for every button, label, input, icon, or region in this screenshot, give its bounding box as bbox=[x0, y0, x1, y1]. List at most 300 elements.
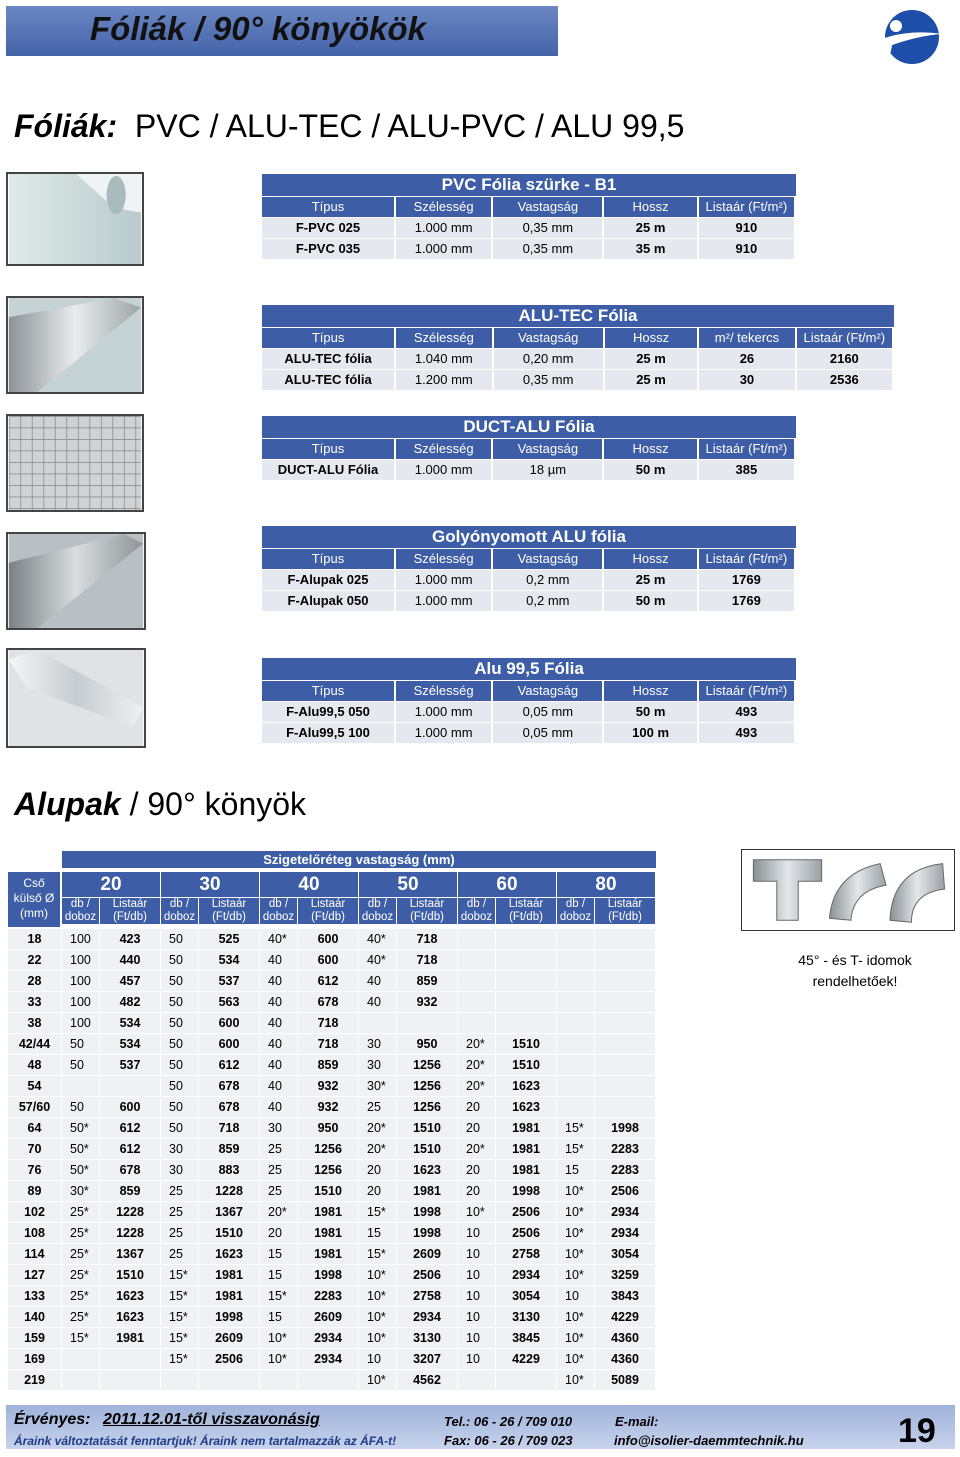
box-qty-cell: 25 bbox=[161, 1202, 198, 1222]
list-price-cell: 612 bbox=[298, 971, 358, 991]
box-qty-cell: 15* bbox=[359, 1202, 396, 1222]
col-width: Szélesség bbox=[396, 549, 491, 569]
list-price-cell bbox=[100, 1076, 160, 1096]
box-qty-cell: 25* bbox=[62, 1307, 99, 1327]
box-qty-cell: 15* bbox=[557, 1139, 594, 1159]
col-box: db / doboz bbox=[62, 898, 99, 924]
box-qty-cell: 25* bbox=[62, 1244, 99, 1264]
pipe-diameter-cell: 114 bbox=[8, 1244, 61, 1264]
alutec-table-title: ALU-TEC Fólia bbox=[262, 305, 894, 327]
list-price-cell: 2934 bbox=[595, 1223, 655, 1243]
col-list-price: Listaár (Ft/db) bbox=[298, 898, 358, 924]
table-row: F-Alu99,5 100 1.000 mm 0,05 mm 100 m 493 bbox=[262, 723, 796, 743]
box-qty-cell: 15* bbox=[260, 1286, 297, 1306]
list-price-cell: 612 bbox=[199, 1055, 259, 1075]
box-qty-cell: 15* bbox=[161, 1328, 198, 1348]
list-price-cell: 534 bbox=[100, 1034, 160, 1054]
col-thickness: Vastagság bbox=[493, 681, 602, 701]
box-qty-cell bbox=[458, 929, 495, 949]
col-list-price: Listaár (Ft/db) bbox=[199, 898, 259, 924]
list-price-cell: 2934 bbox=[298, 1328, 358, 1348]
box-qty-cell: 10* bbox=[557, 1223, 594, 1243]
list-price-cell: 2609 bbox=[298, 1307, 358, 1327]
col-width: Szélesség bbox=[396, 328, 491, 348]
table-row bbox=[8, 1286, 668, 1306]
box-qty-cell: 10 bbox=[458, 1265, 495, 1285]
thickness-30: 30 bbox=[161, 872, 259, 897]
pipe-diameter-cell: 48 bbox=[8, 1055, 61, 1075]
list-price-cell: 1228 bbox=[100, 1202, 160, 1222]
col-length: Hossz bbox=[605, 328, 697, 348]
pipe-diameter-cell: 102 bbox=[8, 1202, 61, 1222]
box-qty-cell: 50 bbox=[161, 929, 198, 949]
col-type: Típus bbox=[262, 549, 394, 569]
list-price-cell bbox=[496, 1013, 556, 1033]
alutec-table bbox=[262, 305, 894, 390]
valid-value: 2011.12.01-től visszavonásig bbox=[103, 1411, 320, 1428]
box-qty-cell: 10 bbox=[458, 1349, 495, 1369]
alu995-header-row bbox=[262, 681, 796, 701]
col-type: Típus bbox=[262, 439, 394, 459]
box-qty-cell: 20 bbox=[458, 1160, 495, 1180]
embossed-header-row bbox=[262, 549, 796, 569]
box-qty-cell: 15* bbox=[161, 1286, 198, 1306]
table-row: F-Alupak 025 1.000 mm 0,2 mm 25 m 1769 bbox=[262, 570, 796, 590]
email-label: E-mail: bbox=[615, 1414, 659, 1429]
list-price-cell bbox=[496, 992, 556, 1012]
list-price-cell: 1998 bbox=[199, 1307, 259, 1327]
thickness-40: 40 bbox=[260, 872, 358, 897]
box-qty-cell: 20* bbox=[458, 1034, 495, 1054]
box-qty-cell: 50 bbox=[161, 1097, 198, 1117]
box-qty-cell: 30* bbox=[62, 1181, 99, 1201]
box-qty-cell bbox=[557, 971, 594, 991]
subheader-row bbox=[62, 898, 662, 924]
pipe-diameter-cell: 64 bbox=[8, 1118, 61, 1138]
box-qty-cell: 20* bbox=[458, 1076, 495, 1096]
list-price-cell: 1981 bbox=[100, 1328, 160, 1348]
box-qty-cell: 20* bbox=[260, 1202, 297, 1222]
list-price-cell: 1981 bbox=[298, 1223, 358, 1243]
box-qty-cell: 10 bbox=[557, 1286, 594, 1306]
box-qty-cell: 20 bbox=[458, 1181, 495, 1201]
box-qty-cell: 20 bbox=[359, 1160, 396, 1180]
list-price-cell bbox=[595, 1034, 655, 1054]
list-price-cell: 3054 bbox=[595, 1244, 655, 1264]
list-price-cell: 1623 bbox=[100, 1307, 160, 1327]
col-price: Listaár (Ft/m²) bbox=[797, 328, 892, 348]
box-qty-cell bbox=[161, 1370, 198, 1390]
list-price-cell: 600 bbox=[100, 1097, 160, 1117]
table-row bbox=[8, 1160, 668, 1180]
thickness-20: 20 bbox=[62, 872, 160, 897]
list-price-cell: 859 bbox=[100, 1181, 160, 1201]
box-qty-cell: 10* bbox=[557, 1202, 594, 1222]
col-width: Szélesség bbox=[396, 439, 491, 459]
col-type: Típus bbox=[262, 197, 394, 217]
list-price-cell: 1510 bbox=[397, 1139, 457, 1159]
table-row bbox=[8, 1118, 668, 1138]
box-qty-cell: 10 bbox=[458, 1244, 495, 1264]
list-price-cell: 1510 bbox=[100, 1265, 160, 1285]
page-number: 19 bbox=[898, 1412, 936, 1450]
list-price-cell: 2283 bbox=[595, 1160, 655, 1180]
list-price-cell: 600 bbox=[298, 950, 358, 970]
foils-heading: Fóliák: PVC / ALU-TEC / ALU-PVC / ALU 99,5 bbox=[14, 108, 685, 144]
table-row bbox=[8, 1370, 668, 1390]
box-qty-cell: 30 bbox=[260, 1118, 297, 1138]
table-row bbox=[8, 1244, 668, 1264]
box-qty-cell: 40* bbox=[359, 929, 396, 949]
box-qty-cell: 10 bbox=[458, 1223, 495, 1243]
box-qty-cell: 40 bbox=[359, 992, 396, 1012]
table-row: F-PVC 025 1.000 mm 0,35 mm 25 m 910 bbox=[262, 218, 796, 238]
box-qty-cell: 10* bbox=[359, 1286, 396, 1306]
table-row bbox=[8, 1223, 668, 1243]
box-qty-cell: 10* bbox=[359, 1307, 396, 1327]
box-qty-cell bbox=[62, 1076, 99, 1096]
list-price-cell: 932 bbox=[298, 1076, 358, 1096]
list-price-cell: 718 bbox=[298, 1013, 358, 1033]
list-price-cell: 2934 bbox=[496, 1265, 556, 1285]
list-price-cell bbox=[595, 950, 655, 970]
list-price-cell bbox=[595, 1055, 655, 1075]
box-qty-cell: 50 bbox=[161, 992, 198, 1012]
list-price-cell: 678 bbox=[298, 992, 358, 1012]
table-row bbox=[8, 1307, 668, 1327]
box-qty-cell bbox=[557, 1055, 594, 1075]
box-qty-cell: 10* bbox=[557, 1370, 594, 1390]
pipe-diameter-cell: 140 bbox=[8, 1307, 61, 1327]
box-qty-cell: 25* bbox=[62, 1286, 99, 1306]
list-price-cell: 2283 bbox=[595, 1139, 655, 1159]
duct-table bbox=[262, 416, 796, 480]
alu995-table-title: Alu 99,5 Fólia bbox=[262, 658, 796, 680]
box-qty-cell: 15* bbox=[161, 1307, 198, 1327]
table-row bbox=[8, 950, 668, 970]
pipe-diameter-cell: 169 bbox=[8, 1349, 61, 1369]
box-qty-cell: 100 bbox=[62, 992, 99, 1012]
col-box: db / doboz bbox=[458, 898, 495, 924]
thickness-row bbox=[62, 872, 662, 897]
box-qty-cell: 15 bbox=[557, 1160, 594, 1180]
list-price-cell: 1981 bbox=[199, 1265, 259, 1285]
box-qty-cell: 50 bbox=[161, 1055, 198, 1075]
col-type: Típus bbox=[262, 328, 394, 348]
box-qty-cell: 20* bbox=[458, 1055, 495, 1075]
list-price-cell: 1998 bbox=[595, 1118, 655, 1138]
box-qty-cell: 10* bbox=[260, 1349, 297, 1369]
list-price-cell: 1623 bbox=[496, 1097, 556, 1117]
box-qty-cell: 10 bbox=[458, 1286, 495, 1306]
alu995-table bbox=[262, 658, 796, 743]
table-row bbox=[8, 1076, 668, 1096]
table-row bbox=[8, 1202, 668, 1222]
box-qty-cell: 100 bbox=[62, 971, 99, 991]
list-price-cell: 1228 bbox=[100, 1223, 160, 1243]
list-price-cell: 1998 bbox=[397, 1223, 457, 1243]
list-price-cell: 2283 bbox=[298, 1286, 358, 1306]
col-thickness: Vastagság bbox=[493, 549, 602, 569]
list-price-cell: 1981 bbox=[397, 1181, 457, 1201]
list-price-cell: 1981 bbox=[496, 1160, 556, 1180]
col-length: Hossz bbox=[604, 681, 696, 701]
list-price-cell: 1367 bbox=[100, 1244, 160, 1264]
list-price-cell: 1256 bbox=[298, 1160, 358, 1180]
alutec-header-row bbox=[262, 328, 894, 348]
list-price-cell: 1256 bbox=[397, 1097, 457, 1117]
list-price-cell: 678 bbox=[100, 1160, 160, 1180]
email-link[interactable]: info@isolier-daemmtechnik.hu bbox=[614, 1433, 804, 1448]
list-price-cell bbox=[397, 1013, 457, 1033]
list-price-cell: 2934 bbox=[298, 1349, 358, 1369]
box-qty-cell: 10* bbox=[557, 1349, 594, 1369]
list-price-cell: 1510 bbox=[397, 1118, 457, 1138]
col-box: db / doboz bbox=[260, 898, 297, 924]
list-price-cell: 457 bbox=[100, 971, 160, 991]
list-price-cell: 2506 bbox=[595, 1181, 655, 1201]
box-qty-cell: 50 bbox=[161, 1034, 198, 1054]
box-qty-cell: 10 bbox=[458, 1307, 495, 1327]
col-box: db / doboz bbox=[557, 898, 594, 924]
thickness-60: 60 bbox=[458, 872, 556, 897]
list-price-cell: 612 bbox=[100, 1118, 160, 1138]
box-qty-cell bbox=[458, 1370, 495, 1390]
list-price-cell: 2758 bbox=[496, 1244, 556, 1264]
box-qty-cell: 40 bbox=[359, 971, 396, 991]
box-qty-cell: 50 bbox=[161, 1013, 198, 1033]
col-thickness: Vastagság bbox=[494, 328, 603, 348]
elbow-fittings-photo bbox=[741, 849, 955, 931]
box-qty-cell bbox=[557, 1097, 594, 1117]
list-price-cell: 2609 bbox=[199, 1328, 259, 1348]
box-qty-cell bbox=[458, 992, 495, 1012]
col-length: Hossz bbox=[604, 439, 696, 459]
pipe-diameter-cell: 76 bbox=[8, 1160, 61, 1180]
pipe-diameter-header: Cső külső Ø (mm) bbox=[8, 872, 60, 927]
pipe-diameter-cell: 42/44 bbox=[8, 1034, 61, 1054]
col-list-price: Listaár (Ft/db) bbox=[496, 898, 556, 924]
col-thickness: Vastagság bbox=[493, 197, 602, 217]
list-price-cell: 1623 bbox=[100, 1286, 160, 1306]
col-price: Listaár (Ft/m²) bbox=[699, 439, 794, 459]
list-price-cell: 1510 bbox=[496, 1034, 556, 1054]
box-qty-cell: 50* bbox=[62, 1139, 99, 1159]
list-price-cell: 2506 bbox=[199, 1349, 259, 1369]
duct-table-title: DUCT-ALU Fólia bbox=[262, 416, 796, 438]
list-price-cell: 5089 bbox=[595, 1370, 655, 1390]
list-price-cell: 859 bbox=[298, 1055, 358, 1075]
table-row bbox=[8, 1055, 668, 1075]
list-price-cell bbox=[496, 950, 556, 970]
company-logo bbox=[862, 8, 946, 66]
box-qty-cell: 15* bbox=[359, 1244, 396, 1264]
box-qty-cell: 20* bbox=[458, 1139, 495, 1159]
list-price-cell: 1510 bbox=[298, 1181, 358, 1201]
list-price-cell: 612 bbox=[100, 1139, 160, 1159]
box-qty-cell: 10* bbox=[359, 1265, 396, 1285]
box-qty-cell: 20 bbox=[359, 1181, 396, 1201]
box-qty-cell: 25* bbox=[62, 1223, 99, 1243]
list-price-cell: 883 bbox=[199, 1160, 259, 1180]
box-qty-cell: 50* bbox=[62, 1118, 99, 1138]
box-qty-cell bbox=[557, 1034, 594, 1054]
pipe-diameter-cell: 57/60 bbox=[8, 1097, 61, 1117]
box-qty-cell: 50 bbox=[62, 1034, 99, 1054]
col-box: db / doboz bbox=[161, 898, 198, 924]
box-qty-cell: 50 bbox=[161, 1076, 198, 1096]
box-qty-cell: 20 bbox=[458, 1097, 495, 1117]
fax: Fax: 06 - 26 / 709 023 bbox=[444, 1433, 573, 1448]
list-price-cell: 1367 bbox=[199, 1202, 259, 1222]
list-price-cell: 534 bbox=[199, 950, 259, 970]
box-qty-cell: 25 bbox=[260, 1181, 297, 1201]
list-price-cell bbox=[199, 1370, 259, 1390]
alupak-heading: Alupak / 90° könyök bbox=[14, 786, 307, 822]
box-qty-cell: 10* bbox=[557, 1265, 594, 1285]
box-qty-cell: 25 bbox=[260, 1139, 297, 1159]
fittings-note: 45° - és T- idomok rendelhetőek! bbox=[798, 952, 912, 989]
embossed-table bbox=[262, 526, 796, 611]
box-qty-cell: 20* bbox=[359, 1139, 396, 1159]
list-price-cell bbox=[496, 971, 556, 991]
table-row bbox=[8, 1265, 668, 1285]
pipe-diameter-cell: 22 bbox=[8, 950, 61, 970]
box-qty-cell bbox=[458, 971, 495, 991]
box-qty-cell: 100 bbox=[62, 950, 99, 970]
list-price-cell: 859 bbox=[397, 971, 457, 991]
list-price-cell: 537 bbox=[199, 971, 259, 991]
list-price-cell: 932 bbox=[298, 1097, 358, 1117]
table-row bbox=[8, 1349, 668, 1369]
box-qty-cell: 50 bbox=[62, 1055, 99, 1075]
box-qty-cell: 25* bbox=[62, 1265, 99, 1285]
box-qty-cell: 40 bbox=[260, 1097, 297, 1117]
table-row bbox=[8, 1139, 668, 1159]
list-price-cell: 2506 bbox=[496, 1223, 556, 1243]
list-price-cell bbox=[298, 1370, 358, 1390]
box-qty-cell bbox=[557, 1013, 594, 1033]
alu995-foil-photo bbox=[6, 648, 146, 748]
list-price-cell: 1981 bbox=[496, 1118, 556, 1138]
box-qty-cell: 20 bbox=[458, 1118, 495, 1138]
box-qty-cell: 30 bbox=[161, 1160, 198, 1180]
box-qty-cell bbox=[260, 1370, 297, 1390]
pipe-diameter-cell: 54 bbox=[8, 1076, 61, 1096]
box-qty-cell: 10 bbox=[359, 1349, 396, 1369]
box-qty-cell: 10* bbox=[557, 1307, 594, 1327]
box-qty-cell bbox=[458, 950, 495, 970]
list-price-cell bbox=[100, 1349, 160, 1369]
list-price-cell: 4229 bbox=[595, 1307, 655, 1327]
list-price-cell bbox=[496, 929, 556, 949]
box-qty-cell: 20 bbox=[260, 1223, 297, 1243]
box-qty-cell: 15 bbox=[260, 1244, 297, 1264]
list-price-cell: 1623 bbox=[496, 1076, 556, 1096]
pipe-diameter-cell: 18 bbox=[8, 929, 61, 949]
box-qty-cell: 40 bbox=[260, 1034, 297, 1054]
list-price-cell: 3845 bbox=[496, 1328, 556, 1348]
list-price-cell: 1981 bbox=[496, 1139, 556, 1159]
box-qty-cell: 10 bbox=[458, 1328, 495, 1348]
box-qty-cell bbox=[62, 1370, 99, 1390]
table-row bbox=[8, 1013, 668, 1033]
pvc-header-row bbox=[262, 197, 796, 217]
list-price-cell: 2609 bbox=[397, 1244, 457, 1264]
box-qty-cell: 40 bbox=[260, 971, 297, 991]
list-price-cell: 1510 bbox=[496, 1055, 556, 1075]
box-qty-cell: 40 bbox=[260, 1013, 297, 1033]
pipe-diameter-cell: 28 bbox=[8, 971, 61, 991]
list-price-cell: 950 bbox=[397, 1034, 457, 1054]
list-price-cell bbox=[595, 992, 655, 1012]
col-thickness: Vastagság bbox=[493, 439, 602, 459]
col-type: Típus bbox=[262, 681, 394, 701]
col-length: Hossz bbox=[604, 197, 696, 217]
list-price-cell: 718 bbox=[298, 1034, 358, 1054]
box-qty-cell: 50 bbox=[161, 1118, 198, 1138]
list-price-cell: 1228 bbox=[199, 1181, 259, 1201]
list-price-cell: 3259 bbox=[595, 1265, 655, 1285]
col-list-price: Listaár (Ft/db) bbox=[397, 898, 457, 924]
table-row bbox=[8, 1328, 668, 1348]
col-box: db / doboz bbox=[359, 898, 396, 924]
list-price-cell: 600 bbox=[298, 929, 358, 949]
box-qty-cell: 10* bbox=[557, 1328, 594, 1348]
box-qty-cell: 15 bbox=[359, 1223, 396, 1243]
box-qty-cell: 15* bbox=[161, 1349, 198, 1369]
duct-alu-foil-photo bbox=[6, 414, 144, 512]
box-qty-cell: 40 bbox=[260, 992, 297, 1012]
list-price-cell: 4562 bbox=[397, 1370, 457, 1390]
list-price-cell bbox=[100, 1370, 160, 1390]
list-price-cell: 563 bbox=[199, 992, 259, 1012]
list-price-cell: 1623 bbox=[397, 1160, 457, 1180]
list-price-cell: 4360 bbox=[595, 1349, 655, 1369]
col-length: Hossz bbox=[604, 549, 696, 569]
col-price: Listaár (Ft/m²) bbox=[699, 549, 794, 569]
table-row bbox=[8, 1097, 668, 1117]
box-qty-cell: 15 bbox=[260, 1265, 297, 1285]
box-qty-cell: 25 bbox=[161, 1181, 198, 1201]
list-price-cell: 1256 bbox=[397, 1076, 457, 1096]
list-price-cell: 3130 bbox=[496, 1307, 556, 1327]
list-price-cell: 3130 bbox=[397, 1328, 457, 1348]
list-price-cell bbox=[595, 929, 655, 949]
box-qty-cell: 10* bbox=[557, 1244, 594, 1264]
box-qty-cell bbox=[62, 1349, 99, 1369]
list-price-cell bbox=[595, 1013, 655, 1033]
list-price-cell: 423 bbox=[100, 929, 160, 949]
table-row: F-Alupak 050 1.000 mm 0,2 mm 50 m 1769 bbox=[262, 591, 796, 611]
box-qty-cell: 50 bbox=[62, 1097, 99, 1117]
insulation-thickness-title: Szigetelőréteg vastagság (mm) bbox=[62, 851, 656, 868]
pipe-diameter-cell: 70 bbox=[8, 1139, 61, 1159]
embossed-table-title: Golyónyomott ALU fólia bbox=[262, 526, 796, 548]
list-price-cell: 859 bbox=[199, 1139, 259, 1159]
table-row bbox=[8, 1034, 668, 1054]
box-qty-cell: 25 bbox=[359, 1097, 396, 1117]
box-qty-cell: 40 bbox=[260, 950, 297, 970]
box-qty-cell: 30 bbox=[161, 1139, 198, 1159]
box-qty-cell: 10* bbox=[359, 1370, 396, 1390]
box-qty-cell: 15* bbox=[62, 1328, 99, 1348]
list-price-cell: 678 bbox=[199, 1076, 259, 1096]
list-price-cell: 1256 bbox=[298, 1139, 358, 1159]
list-price-cell: 600 bbox=[199, 1034, 259, 1054]
box-qty-cell bbox=[557, 1076, 594, 1096]
phone: Tel.: 06 - 26 / 709 010 bbox=[444, 1414, 573, 1429]
